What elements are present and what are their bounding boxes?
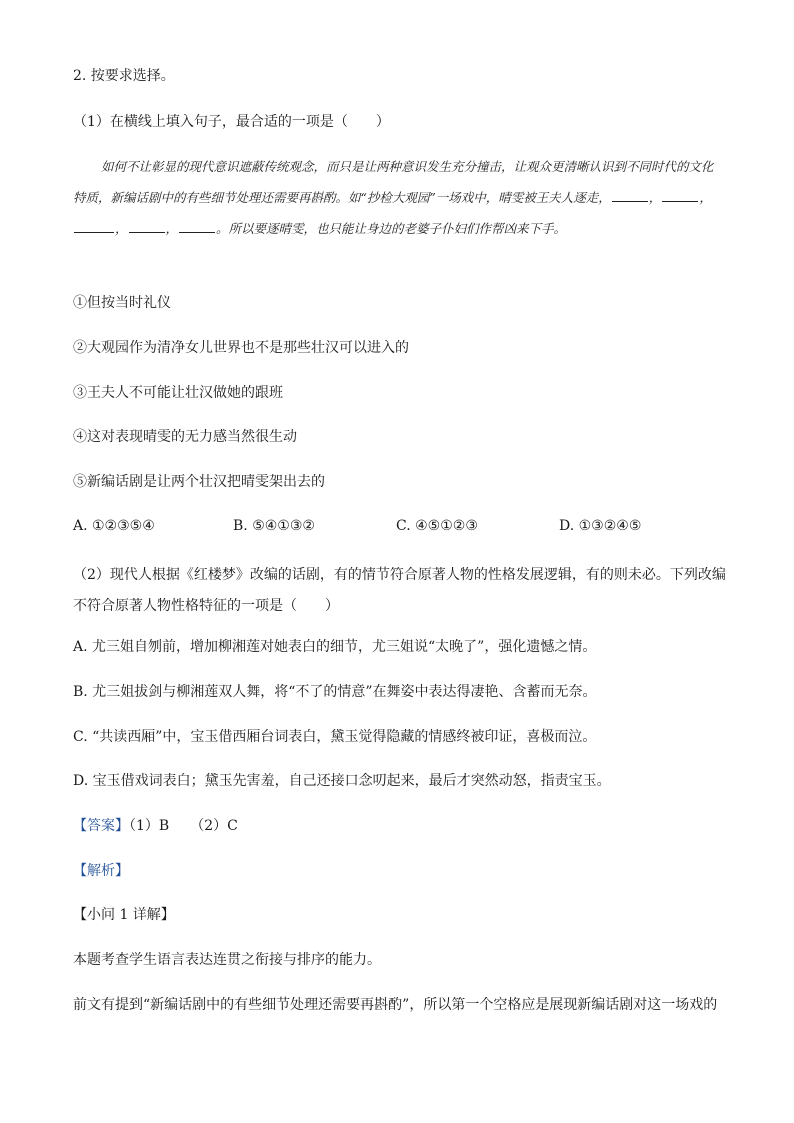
option-c: C. ④⑤①②③	[396, 518, 478, 534]
passage-text: 如何不让彰显的现代意识遮蔽传统观念，而只是让两种意识发生充分撞击，让观众更清晰认识到不同时代的文化特质，新编话剧中的有些细节处理还需要再斟酌。如“抄检大观园”一场戏中，晴雯被王夫人逐走，	[73, 159, 714, 205]
option-b: B. ⑤④①③②	[233, 518, 315, 534]
analysis-subheading: 【小问 1 详解】	[73, 907, 175, 923]
analysis-paragraph-1: 本题考查学生语言表达连贯之衔接与排序的能力。	[73, 952, 381, 968]
answer-text: （1）B （2）C	[129, 818, 238, 834]
blank-3	[74, 220, 114, 233]
sub2-option-d: D. 宝玉借戏词表白；黛玉先害羞，自己还接口念叨起来，最后才突然动怒，指责宝玉。	[73, 773, 611, 789]
blank-1	[612, 189, 648, 202]
blank-4	[129, 220, 165, 233]
question-title: 2. 按要求选择。	[73, 68, 175, 84]
passage-end-text: 。所以要逐晴雯，也只能让身边的老婆子仆妇们作帮凶来下手。	[216, 221, 567, 236]
blank-5	[179, 220, 215, 233]
option-d: D. ①③②④⑤	[559, 518, 642, 534]
sub-question-2-prompt: （2）现代人根据《红楼梦》改编的话剧，有的情节符合原著人物的性格发展逻辑，有的则未必。下列改编不符合原著人物性格特征的一项是（ ）	[73, 567, 726, 614]
blank-2	[662, 189, 698, 202]
reading-passage: 如何不让彰显的现代意识遮蔽传统观念，而只是让两种意识发生充分撞击，让观众更清晰认识到不同时代的文化特质，新编话剧中的有些细节处理还需要再斟酌。如“抄检大观园”一场戏中，晴雯被王夫人逐走， ， ，， ， 。所以要逐晴雯，也只能让身边的老婆子仆妇们作帮凶来下手。	[73, 159, 714, 236]
sub2-option-b: B. 尤三姐拔剑与柳湘莲双人舞，将“不了的情意”在舞姿中表达得凄艳、含蓄而无奈。	[73, 684, 597, 700]
sub-question-1-prompt: （1）在横线上填入句子，最合适的一项是（ ）	[73, 114, 390, 130]
sentence-item-5: ⑤新编话剧是让两个壮汉把晴雯架出去的	[73, 474, 325, 490]
sentence-item-2: ②大观园作为清净女儿世界也不是那些壮汉可以进入的	[73, 340, 409, 356]
sentence-item-4: ④这对表现晴雯的无力感当然很生动	[73, 429, 297, 445]
sub2-option-a: A. 尤三姐自刎前，增加柳湘莲对她表白的细节，尤三姐说“太晚了”，强化遗憾之情。	[73, 639, 597, 655]
analysis-paragraph-2: 前文有提到“新编话剧中的有些细节处理还需要再斟酌”，所以第一个空格应是展现新编话剧对这一场戏的	[73, 997, 718, 1013]
sentence-item-3: ③王夫人不可能让壮汉做她的跟班	[73, 385, 283, 401]
sub2-option-c: C. “共读西厢”中，宝玉借西厢台词表白，黛玉觉得隐藏的情感终被印证，喜极而泣。	[73, 729, 597, 745]
sentence-item-1: ①但按当时礼仪	[73, 295, 171, 311]
answer-tag: 【答案】	[73, 818, 129, 834]
option-a: A. ①②③⑤④	[73, 518, 155, 534]
analysis-tag: 【解析】	[73, 863, 129, 879]
answer-line	[73, 816, 238, 836]
